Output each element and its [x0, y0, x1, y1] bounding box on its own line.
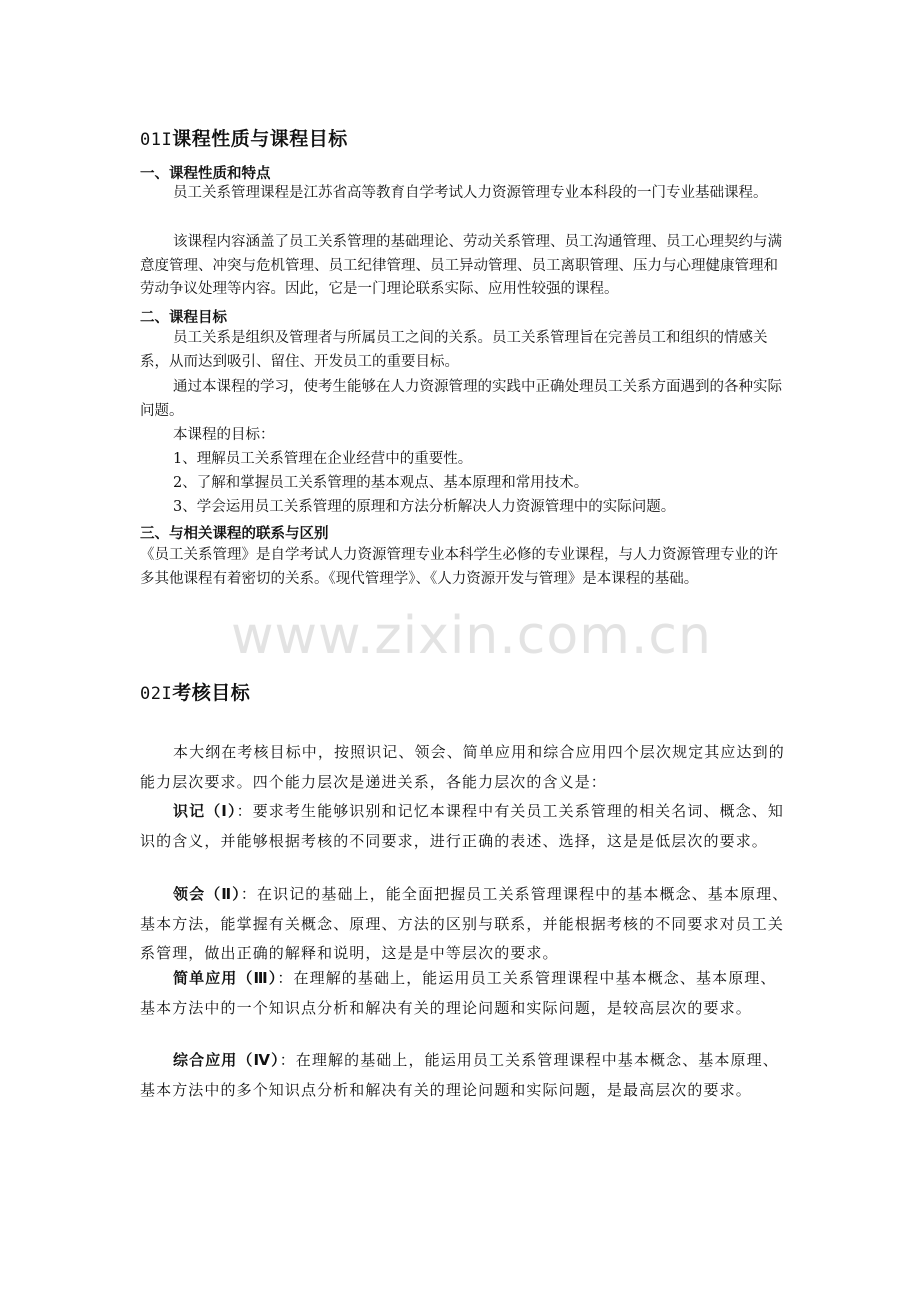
section-2-heading — [140, 678, 250, 705]
subheading-goal: 二、课程目标 — [140, 310, 227, 326]
level-simple-apply — [140, 964, 790, 1023]
section-2-title: 考核目标 — [172, 682, 251, 704]
level-term: 简单应用（Ⅲ） — [173, 969, 278, 987]
level-term: 综合应用（Ⅳ） — [173, 1051, 280, 1069]
paragraph-relation: 《员工关系管理》是自学考试人力资源管理专业本科学生必修的专业课程，与人力资源管理专业的许多其他课程有着密切的关系。《现代管理学》、《人力资源开发与管理》是本课程的基础。 — [140, 547, 778, 587]
paragraph-goal-1: 员工关系是组织及管理者与所属员工之间的关系。员工关系管理旨在完善员工和组织的情感关系，从而达到吸引、留住、开发员工的重要目标。 — [140, 330, 768, 370]
watermark: www.zixin.com.cn — [231, 606, 712, 666]
goal-item-1: 1、理解员工关系管理在企业经营中的重要性。 — [173, 451, 473, 467]
paragraph-nature-2: 该课程内容涵盖了员工关系管理的基础理论、劳动关系管理、员工沟通管理、员工心理契约与满意度管理、冲突与危机管理、员工纪律管理、员工异动管理、员工离职管理、压力与心理健康管理和劳动争议处理等内容。因此，它是一门理论联系实际、应用性较强的课程。 — [140, 234, 782, 297]
goal-item-3: 3、学会运用员工关系管理的原理和方法分析解决人力资源管理中的实际问题。 — [173, 499, 676, 515]
section-2-number: 02 — [140, 684, 162, 704]
section-1-heading — [140, 124, 348, 151]
goal-item-2: 2、了解和掌握员工关系管理的基本观点、基本原理和常用技术。 — [173, 475, 589, 491]
level-understand — [140, 880, 790, 969]
level-description: ：在理解的基础上，能运用员工关系管理课程中基本概念、基本原理、基本方法中的一个知识点分析和解决有关的理论问题和实际问题，是较高层次的要求。 — [140, 969, 777, 1017]
paragraph-assessment-intro: 本大纲在考核目标中，按照识记、领会、简单应用和综合应用四个层次规定其应达到的能力层次要求。四个能力层次是递进关系，各能力层次的含义是： — [140, 743, 785, 791]
level-description: ：在理解的基础上，能运用员工关系管理课程中基本概念、基本原理、基本方法中的多个知识点分析和解决有关的理论问题和实际问题，是最高层次的要求。 — [140, 1051, 779, 1099]
level-description: ：要求考生能够识别和记忆本课程中有关员工关系管理的相关名词、概念、知识的含义，并能够根据考核的不同要求，进行正确的表述、选择，这是是低层次的要求。 — [140, 802, 784, 850]
level-comprehensive-apply — [140, 1046, 790, 1105]
section-1-title: 课程性质与课程目标 — [172, 128, 348, 150]
subheading-relation: 三、与相关课程的联系与区别 — [140, 526, 329, 542]
level-term: 识记（Ⅰ） — [173, 802, 237, 820]
level-term: 领会（Ⅱ） — [173, 885, 241, 903]
paragraph-nature-1: 员工关系管理课程是江苏省高等教育自学考试人力资源管理专业本科段的一门专业基础课程。 — [173, 185, 768, 201]
section-1-separator: I — [161, 130, 173, 150]
section-2-separator: I — [161, 684, 173, 704]
subheading-nature: 一、课程性质和特点 — [140, 166, 271, 182]
paragraph-goal-3: 本课程的目标： — [173, 427, 275, 443]
level-description: ：在识记的基础上，能全面把握员工关系管理课程中的基本概念、基本原理、基本方法，能掌握有关概念、原理、方法的区别与联系，并能根据考核的不同要求对员工关系管理，做出正确的解释和说明，这是是中等层次的要求。 — [140, 885, 789, 962]
level-recall — [140, 797, 790, 856]
paragraph-goal-2: 通过本课程的学习，使考生能够在人力资源管理的实践中正确处理员工关系方面遇到的各种实际问题。 — [140, 379, 782, 419]
section-1-number: 01 — [140, 130, 162, 150]
